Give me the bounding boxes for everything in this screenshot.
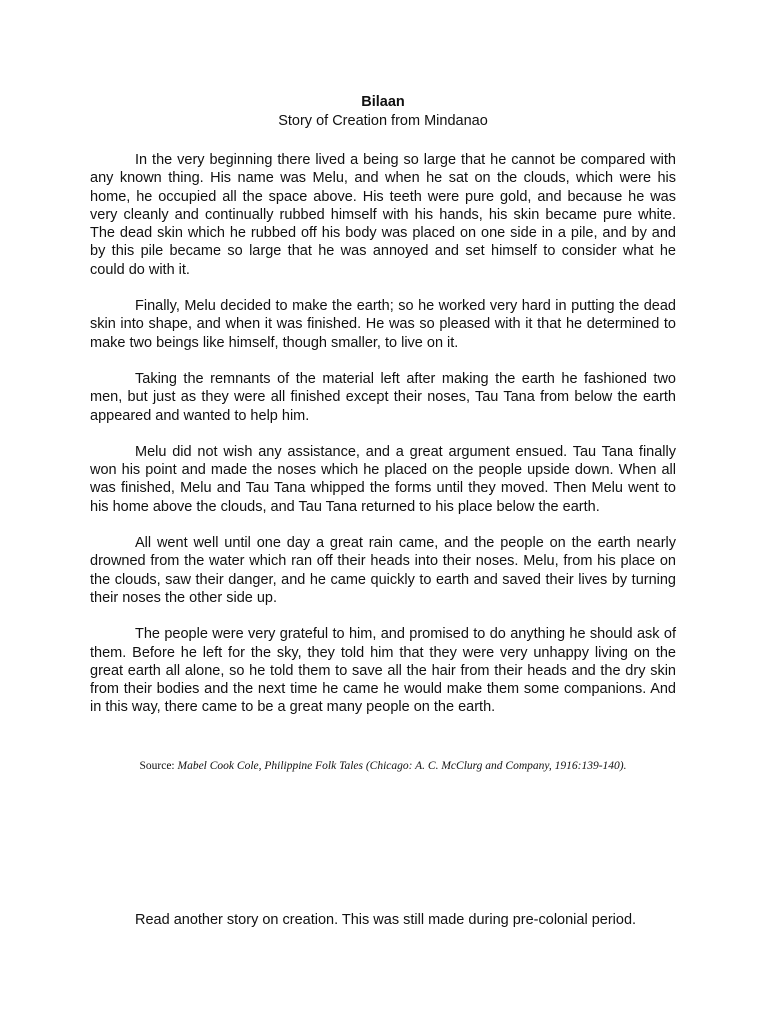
- source-label: Source:: [139, 760, 175, 772]
- document-title: Bilaan: [361, 94, 405, 110]
- source-text: Mabel Cook Cole, Philippine Folk Tales (Chicago: A. C. McClurg and Company, 1916:139-140).: [177, 760, 627, 772]
- story-paragraph-6: The people were very grateful to him, and promised to do anything he should ask of them. Before he left for the sky, they told him that they were very unhappy living on the great earth all alone, so he told them to save all the hair from their heads and the dry skin from their bodies and the next time he came he would make them some companions. And in this way, there came to be a great many people on the earth.: [90, 626, 676, 716]
- source-citation: [90, 759, 676, 773]
- story-paragraph-4: Melu did not wish any assistance, and a great argument ensued. Tau Tana finally won his point and made the noses which he placed on the people upside down. When all was finished, Melu and Tau Tana whipped the forms until they moved. Then Melu went to his home above the clouds, and Tau Tana returned to his place below the earth.: [90, 443, 676, 515]
- story-paragraph-2: Finally, Melu decided to make the earth; so he worked very hard in putting the dead skin into shape, and when it was finished. He was so pleased with it that he determined to make two beings like himself, though smaller, to live on it.: [90, 298, 676, 351]
- footer-note: Read another story on creation. This was still made during pre-colonial period.: [135, 912, 637, 928]
- story-paragraph-5: All went well until one day a great rain came, and the people on the earth nearly drowned from the water which ran off their heads into their noses. Melu, from his place on the clouds, saw their danger, and he came quickly to earth and saved their lives by turning their noses the other side up.: [90, 535, 676, 606]
- story-body: [90, 151, 676, 735]
- story-paragraph-3: Taking the remnants of the material left after making the earth he fashioned two men, but just as they were all finished except their noses, Tau Tana from below the earth appeared and wanted to help him.: [90, 370, 676, 424]
- story-paragraph-1: In the very beginning there lived a being so large that he cannot be compared with any known thing. His name was Melu, and when he sat on the clouds, which were his home, he occupied all the space above. His teeth were pure gold, and because he was very cleanly and continually rubbed himself with his hands, his skin became pure white. The dead skin which he rubbed off his body was placed on one side in a pile, and by and by this pile became so large that he was annoyed and set himself to consider what he could do with it.: [90, 152, 676, 278]
- document-page: [90, 0, 676, 1024]
- document-subtitle: Story of Creation from Mindanao: [278, 113, 488, 129]
